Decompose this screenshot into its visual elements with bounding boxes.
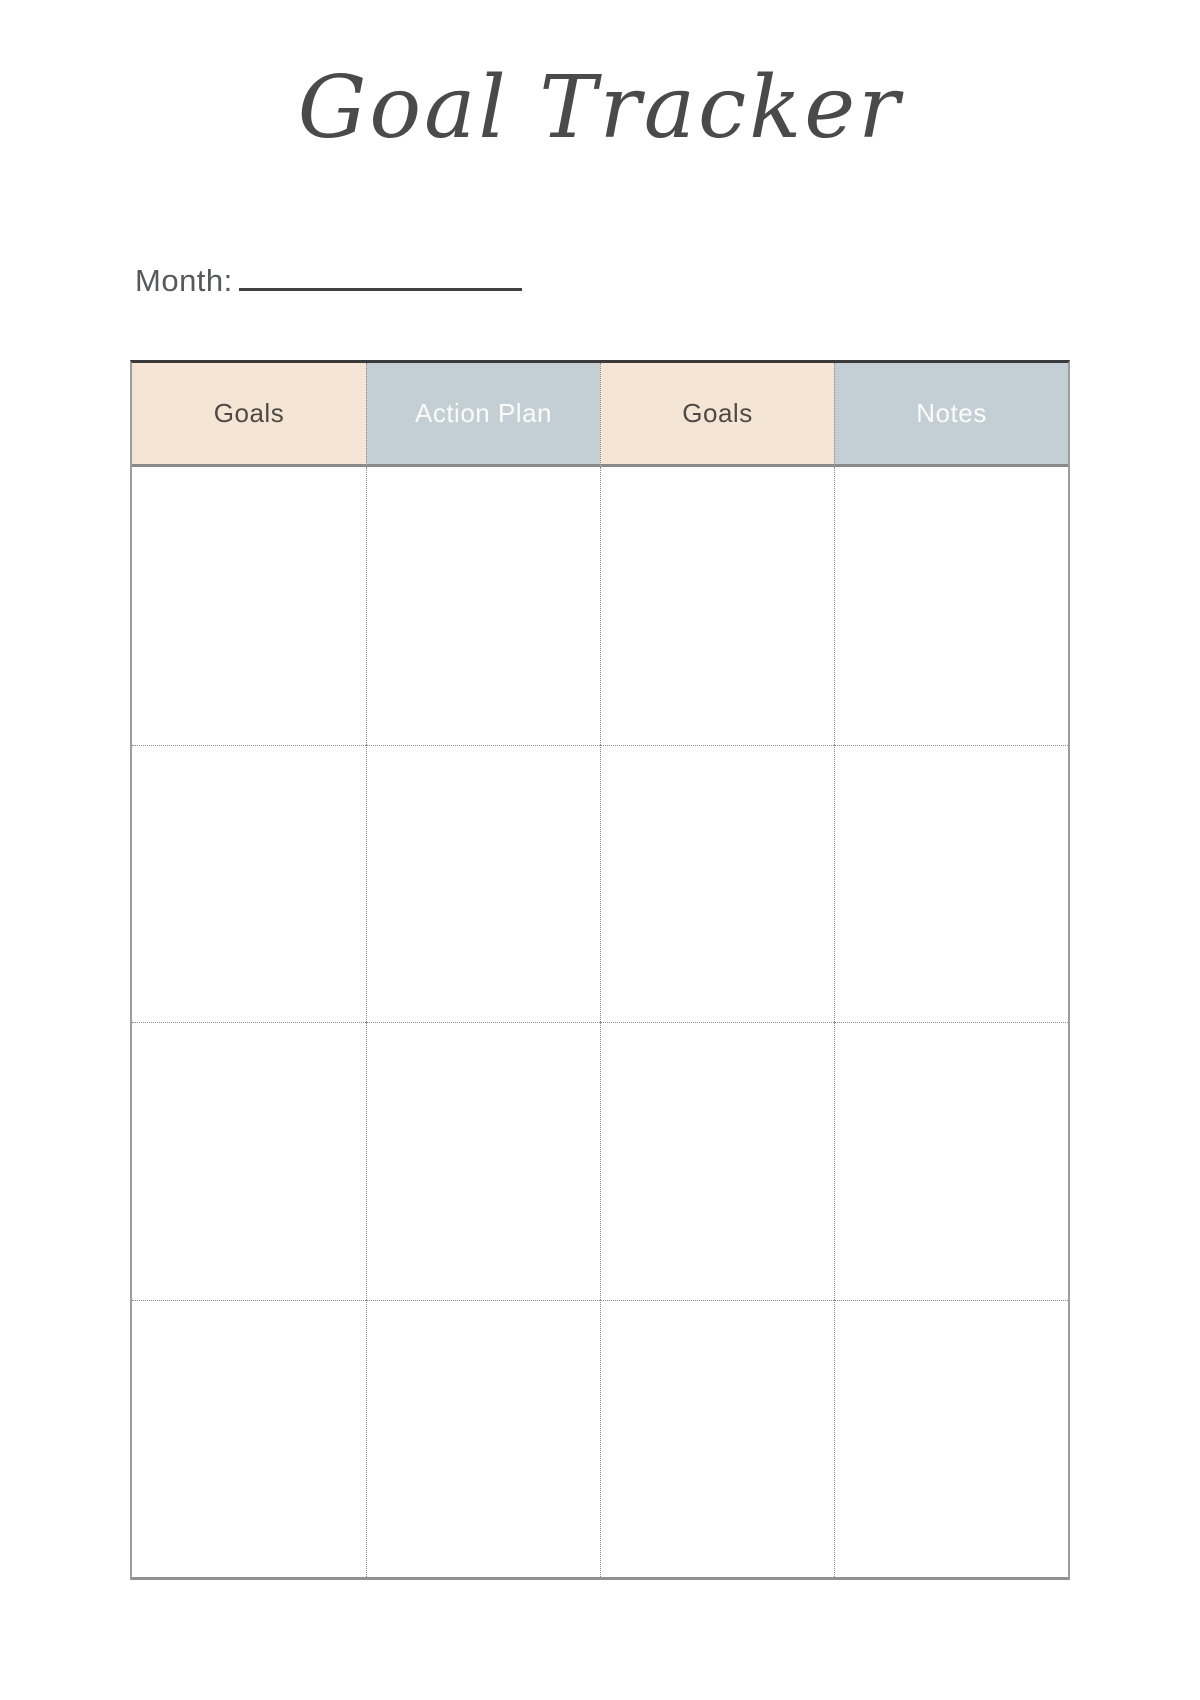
table-cell-r2-goals-1[interactable] bbox=[132, 745, 366, 1023]
goal-tracker-table bbox=[130, 360, 1070, 1580]
table-cell-r1-goals-1[interactable] bbox=[132, 467, 366, 745]
table-cell-r1-notes[interactable] bbox=[834, 467, 1068, 745]
column-header-goals-2: Goals bbox=[600, 363, 834, 467]
table-cell-r4-notes[interactable] bbox=[834, 1300, 1068, 1578]
table-cell-r2-goals-2[interactable] bbox=[600, 745, 834, 1023]
month-label: Month: bbox=[135, 263, 233, 298]
table-cell-r2-notes[interactable] bbox=[834, 745, 1068, 1023]
table-cell-r1-action-plan[interactable] bbox=[366, 467, 600, 745]
table-cell-r3-goals-2[interactable] bbox=[600, 1022, 834, 1300]
table-cell-r4-goals-2[interactable] bbox=[600, 1300, 834, 1578]
table-cell-r4-action-plan[interactable] bbox=[366, 1300, 600, 1578]
month-input-blank[interactable] bbox=[239, 258, 522, 291]
column-header-action-plan: Action Plan bbox=[366, 363, 600, 467]
table-cell-r1-goals-2[interactable] bbox=[600, 467, 834, 745]
table-cell-r4-goals-1[interactable] bbox=[132, 1300, 366, 1578]
table-cell-r2-action-plan[interactable] bbox=[366, 745, 600, 1023]
page-title: Goal Tracker bbox=[297, 58, 903, 158]
month-line bbox=[135, 258, 522, 299]
table-cell-r3-notes[interactable] bbox=[834, 1022, 1068, 1300]
table-cell-r3-goals-1[interactable] bbox=[132, 1022, 366, 1300]
column-header-goals-1: Goals bbox=[132, 363, 366, 467]
column-header-notes: Notes bbox=[834, 363, 1068, 467]
table-cell-r3-action-plan[interactable] bbox=[366, 1022, 600, 1300]
